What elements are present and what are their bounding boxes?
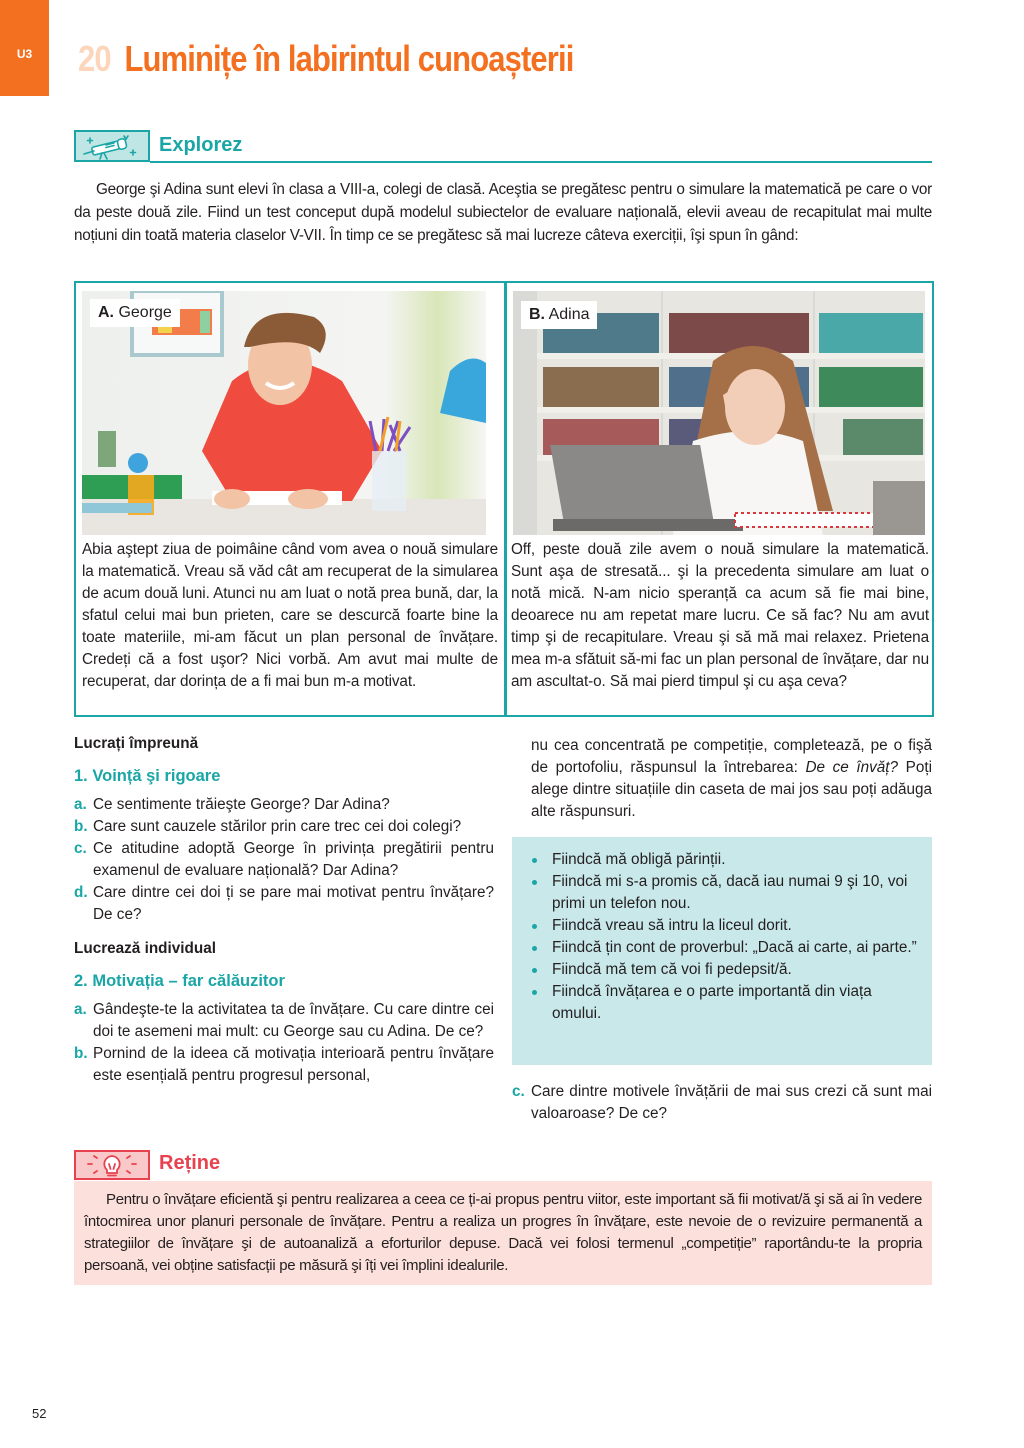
question-text: Gândeşte-te la activitatea ta de învățare. Cu care dintre cei doi te asemeni mai mult: cu George sau cu Adina. De ce? bbox=[93, 1001, 494, 1040]
question-letter: b. bbox=[74, 1045, 88, 1062]
right-column bbox=[512, 735, 932, 1125]
task-2-question-a bbox=[74, 999, 494, 1043]
list-item bbox=[530, 849, 918, 871]
bullet-icon bbox=[532, 858, 537, 863]
reason-text: Fiindcă țin cont de proverbul: „Dacă ai carte, ai parte.” bbox=[552, 939, 917, 956]
question-text: Poți alege dintre situațiile din caseta de mai jos sau poți adăuga alte răspunsuri. bbox=[531, 759, 932, 820]
question-text: nu cea concentrată pe competiție, completează, pe o fişă de portofoliu, răspunsul la întrebarea: bbox=[531, 737, 932, 776]
task-2-question-b bbox=[74, 1043, 494, 1087]
george-tag bbox=[90, 299, 180, 327]
george-thoughts: Abia aştept ziua de poimâine când vom avea o nouă simulare la matematică. Vreau să văd cât am recuperat de la simularea de acum două luni. Atunci nu am luat o notă prea bună, dar, la sfatul celui mai bun prieten, care se descurcă foarte bine la toate materiile, mi-am făcut un plan personal de învățare. Credeți că a fost uşor? Nici vorbă. Am avut mai multe de recuperat, dar dorința de a fi mai bun m-a motivat. bbox=[82, 541, 498, 690]
reason-text: Fiindcă mă obligă părinții. bbox=[552, 851, 726, 868]
telescope-icon bbox=[74, 130, 150, 162]
explore-rule bbox=[150, 161, 932, 163]
george-tag-letter: A. bbox=[98, 304, 114, 321]
reason-text: Fiindcă învățarea e o parte importantă din viața omului. bbox=[552, 983, 872, 1022]
question-letter: a. bbox=[74, 1001, 87, 1018]
question-text: Care sunt cauzele stărilor prin care trec cei doi colegi? bbox=[93, 818, 462, 835]
adina-tag bbox=[521, 301, 597, 329]
bullet-icon bbox=[532, 880, 537, 885]
page-number: 52 bbox=[32, 1406, 47, 1421]
question-italic: De ce învăț? bbox=[805, 759, 899, 776]
unit-label: U3 bbox=[16, 47, 33, 61]
question-text: Pornind de la ideea că motivația interioară pentru învățare este esențială pentru progresul personal, bbox=[93, 1045, 494, 1084]
question-text: Ce sentimente trăieşte George? Dar Adina? bbox=[93, 796, 390, 813]
individual-work-heading: Lucrează individual bbox=[74, 940, 216, 957]
question-letter: c. bbox=[512, 1083, 525, 1100]
task-1-question-a bbox=[74, 794, 494, 816]
task-2-title: 2. Motivația – far călăuzitor bbox=[74, 972, 285, 990]
lesson-name: Luminițe în labirintul cunoașterii bbox=[124, 38, 574, 79]
question-letter: c. bbox=[74, 840, 87, 857]
retin-text: Pentru o învățare eficientă şi pentru realizarea a ceea ce ți-ai propus pentru viitor, este important să fii motivat/ă şi să ai în vedere întocmirea unor planuri personale de învățare. Pentru a realiza un progres în învățare, este nevoie de o revizuire permanentă a strategiilor de învățare şi de autoanaliză a eforturilor depuse. Dacă vei folosi termenul „competiție” raportându-te la propria persoană, vei obține satisfacții pe măsură şi îți vei împlini idealurile. bbox=[84, 1191, 923, 1274]
task-1-title: 1. Voință şi rigoare bbox=[74, 767, 221, 785]
adina-tag-name: Adina bbox=[548, 306, 590, 323]
adina-photo bbox=[513, 291, 925, 535]
retin-heading: Reține bbox=[159, 1152, 221, 1174]
bullet-icon bbox=[532, 946, 537, 951]
unit-tab bbox=[0, 0, 49, 96]
task-2-question-b-continued bbox=[512, 735, 932, 823]
explore-section-header bbox=[74, 130, 932, 163]
question-text: Care dintre motivele învățării de mai sus crezi că sunt mai valoaroase? De ce? bbox=[531, 1083, 932, 1122]
explore-heading: Explorez bbox=[159, 134, 243, 156]
lightbulb-icon bbox=[74, 1150, 150, 1180]
task-1-question-b bbox=[74, 816, 494, 838]
question-letter: b. bbox=[74, 818, 88, 835]
george-tag-name: George bbox=[118, 304, 172, 321]
page-title bbox=[78, 38, 573, 80]
group-work-heading: Lucrați împreună bbox=[74, 735, 199, 752]
list-item bbox=[530, 959, 918, 981]
bullet-icon bbox=[532, 924, 537, 929]
list-item bbox=[530, 915, 918, 937]
case-adina bbox=[507, 283, 935, 715]
question-text: Ce atitudine adoptă George în privința pregătirii pentru examenul de evaluare națională? Dar Adina? bbox=[93, 840, 494, 879]
list-item bbox=[530, 981, 918, 1025]
task-1-question-d bbox=[74, 882, 494, 926]
adina-tag-letter: B. bbox=[529, 306, 545, 323]
adina-thoughts: Off, peste două zile avem o nouă simulare la matematică. Sunt aşa de stresată... şi la precedenta simulare am luat o notă mică. N-am nicio speranță ca acum să fie mai bine, deoarece nu am repetat mare lucru. Ce să fac? Nu am avut timp şi de recapitulare. Vreau şi să mă mai relaxez. Prietena mea m-a sfătuit să-mi fac un plan personal de învățare, dar nu am ascultat-o. Să mai pierd timpul şi cu aşa ceva? bbox=[511, 541, 929, 690]
bullet-icon bbox=[532, 990, 537, 995]
reason-text: Fiindcă mi s-a promis că, dacă iau numai 9 şi 10, voi primi un telefon nou. bbox=[552, 873, 908, 912]
case-george bbox=[76, 283, 504, 715]
intro-paragraph: George şi Adina sunt elevi în clasa a VIII-a, colegi de clasă. Aceştia se pregătesc pentru o simulare la matematică pe care o vor da peste două zile. Fiind un test conceput după modelul subiectelor de evaluare națională, elevii aveau de recapitulat mai multe noțiuni din toată materia claselor V-VII. În timp ce se pregătesc să mai lucreze câteva exerciții, îşi spun în gând: bbox=[74, 181, 932, 244]
george-photo bbox=[82, 291, 486, 535]
bullet-icon bbox=[532, 968, 537, 973]
retin-box bbox=[74, 1181, 932, 1285]
task-1-question-c bbox=[74, 838, 494, 882]
question-letter: a. bbox=[74, 796, 87, 813]
reason-text: Fiindcă mă tem că voi fi pedepsit/ă. bbox=[552, 961, 792, 978]
reasons-box bbox=[512, 837, 932, 1065]
lesson-number: 20 bbox=[78, 38, 111, 79]
left-column bbox=[74, 735, 494, 1087]
question-letter: d. bbox=[74, 884, 88, 901]
question-text: Care dintre cei doi ți se pare mai motivat pentru învățare? De ce? bbox=[93, 884, 494, 923]
cases-box bbox=[74, 281, 934, 717]
reasons-list bbox=[530, 849, 918, 1025]
task-2-question-c bbox=[512, 1081, 932, 1125]
list-item bbox=[530, 871, 918, 915]
reason-text: Fiindcă vreau să intru la liceul dorit. bbox=[552, 917, 792, 934]
retin-section-header bbox=[74, 1150, 932, 1183]
list-item bbox=[530, 937, 918, 959]
